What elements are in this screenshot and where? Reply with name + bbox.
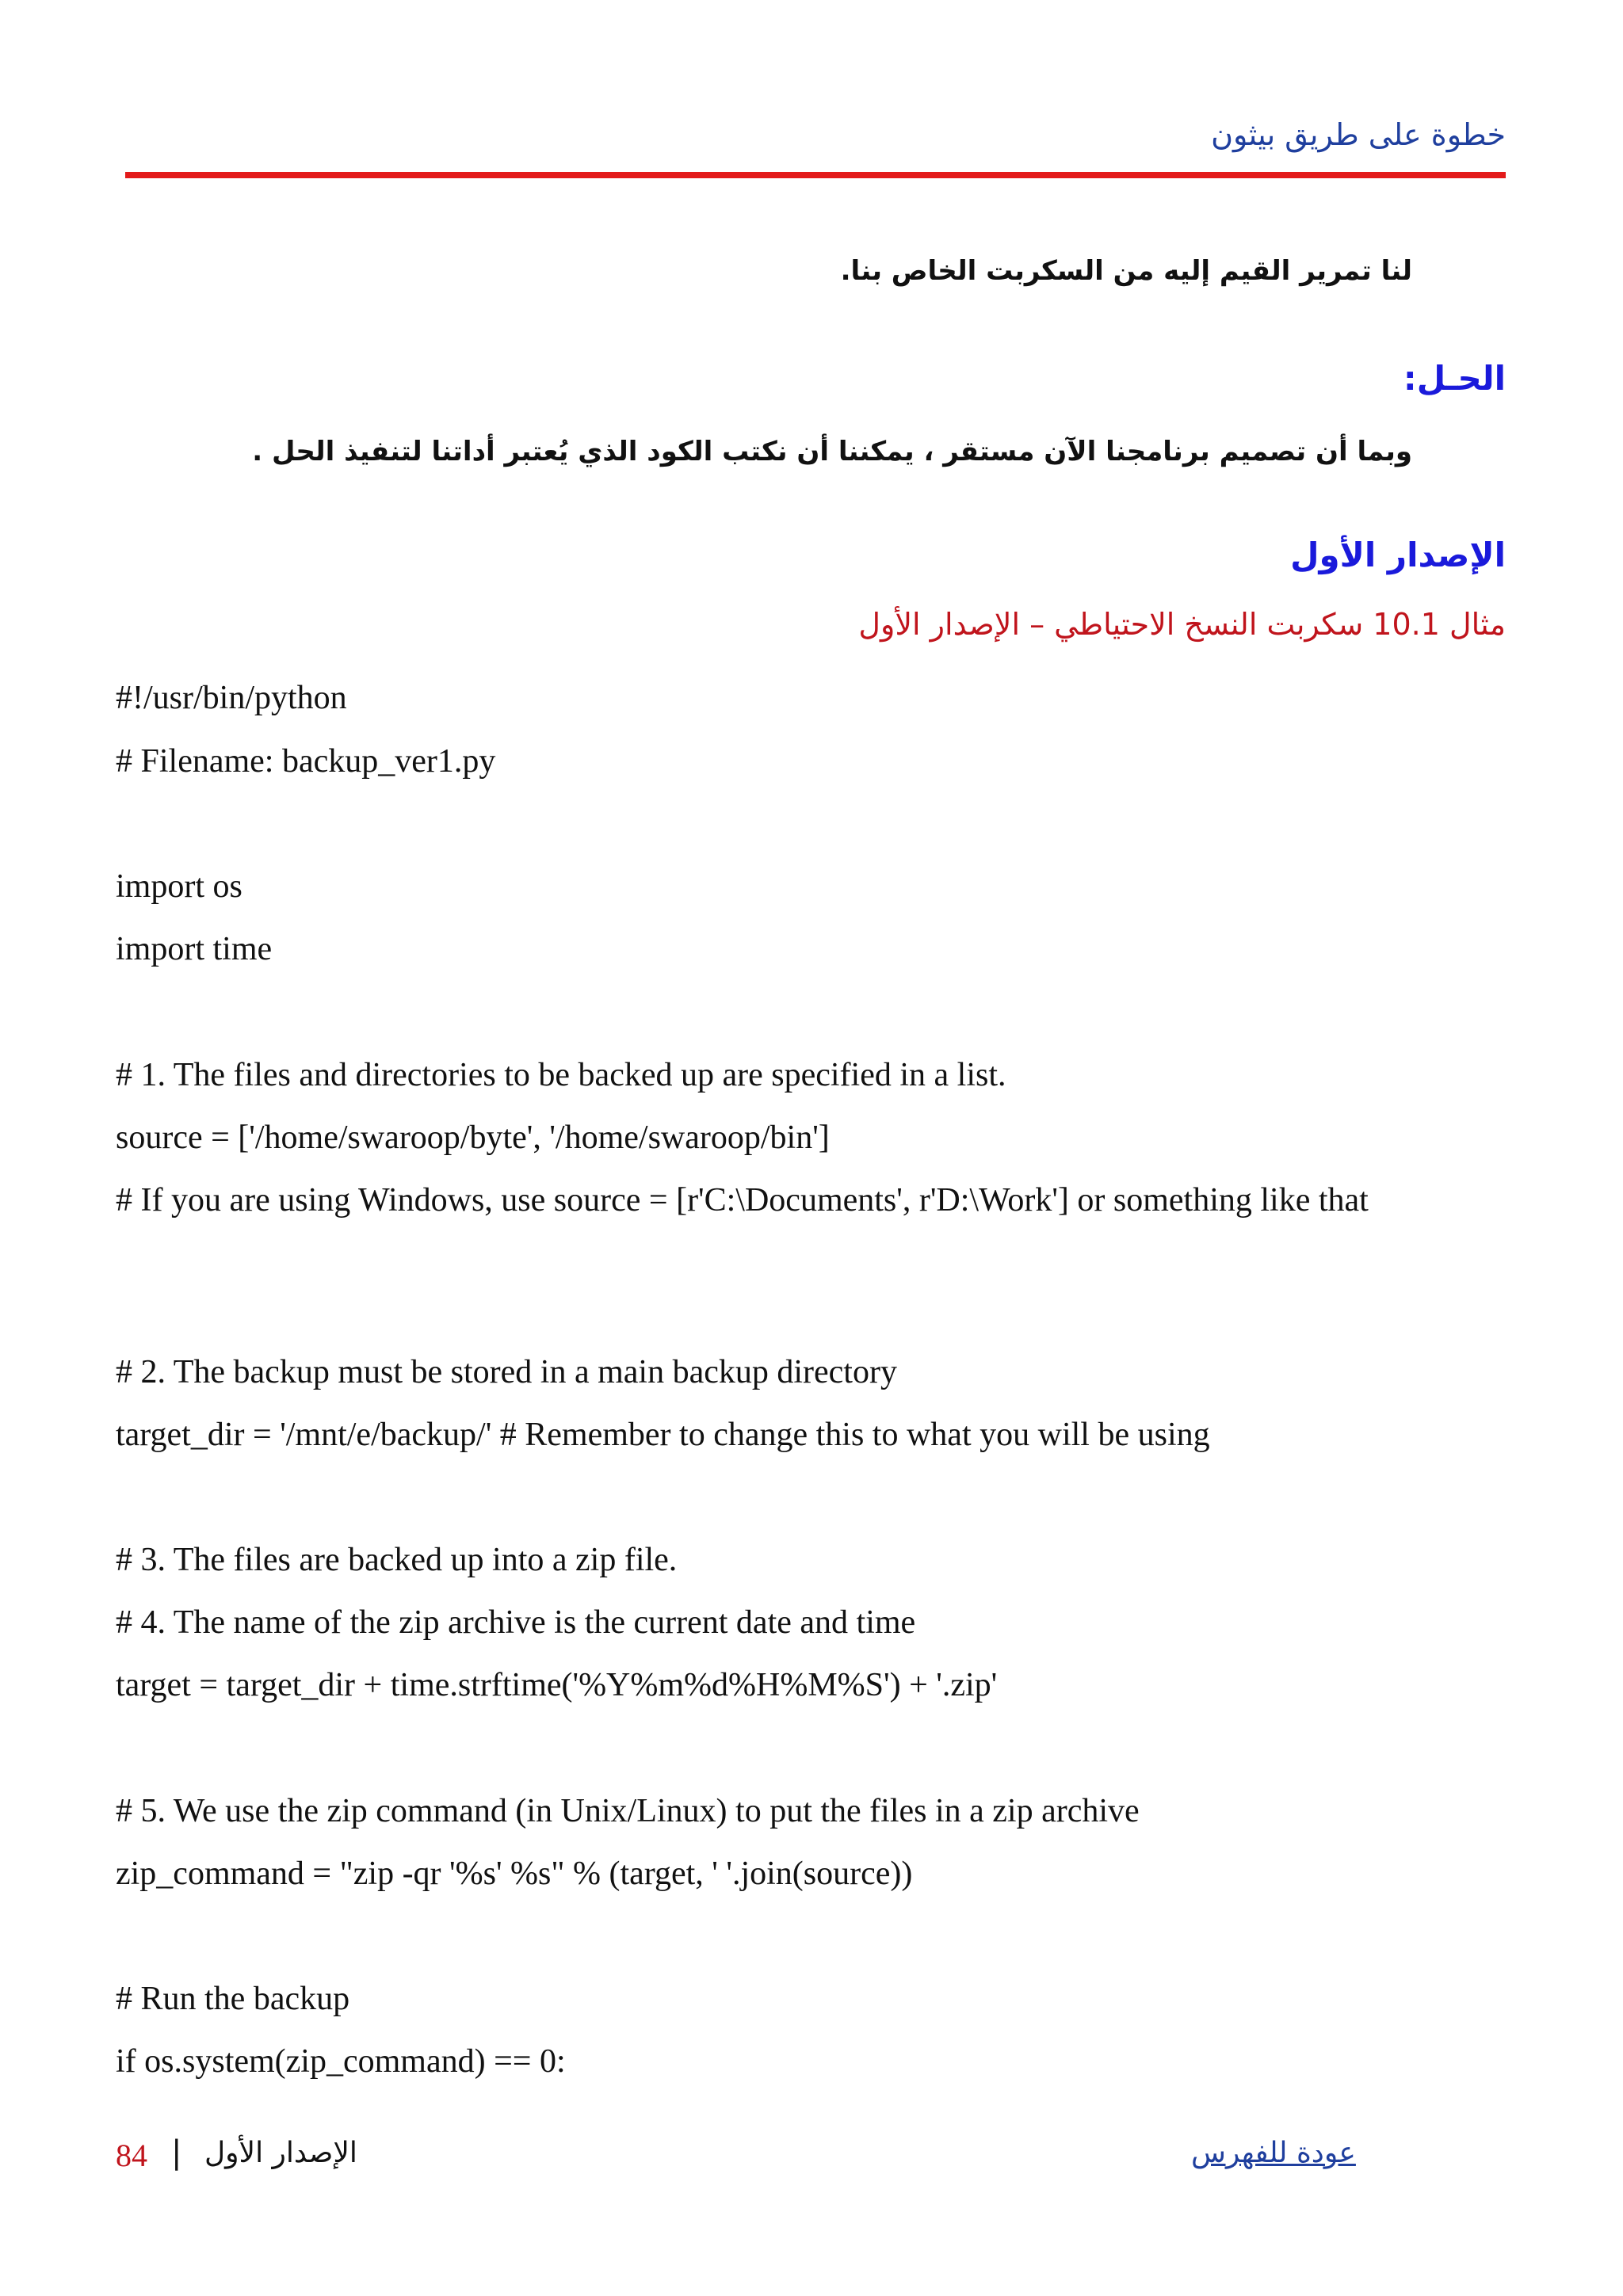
solution-heading: الحـل: (1403, 359, 1506, 398)
code-line-comment-4: # 4. The name of the zip archive is the current date and time (116, 1604, 916, 1641)
code-line-target-dir: target_dir = '/mnt/e/backup/' # Remember to change this to what you will be using (116, 1417, 1210, 1453)
code-line-windows-comment: # If you are using Windows, use source = [r'C:\Documents', r'D:\Work'] or something like that (116, 1182, 1369, 1219)
footer-edition: الإصدار الأول (204, 2137, 357, 2169)
example-caption: مثال 10.1 سكربت النسخ الاحتياطي – الإصدار الأول (858, 607, 1506, 642)
code-line-comment-5: # 5. We use the zip command (in Unix/Linux) to put the files in a zip archive (116, 1793, 1140, 1829)
code-line-if-system: if os.system(zip_command) == 0: (116, 2043, 566, 2080)
page-number: 84 (116, 2138, 147, 2173)
code-line-shebang: #!/usr/bin/python (116, 680, 347, 716)
code-line-import-os: import os (116, 868, 242, 905)
code-line-source: source = ['/home/swaroop/byte', '/home/swaroop/bin'] (116, 1119, 830, 1156)
code-line-target: target = target_dir + time.strftime('%Y%m%d%H%M%S') + '.zip' (116, 1667, 998, 1703)
code-line-run-comment: # Run the backup (116, 1981, 350, 2017)
header-rule (125, 172, 1506, 178)
code-line-zip-command: zip_command = "zip -qr '%s' %s" % (target, ' '.join(source)) (116, 1855, 913, 1892)
code-line-comment-1: # 1. The files and directories to be backed up are specified in a list. (116, 1057, 1006, 1093)
header-title: خطوة على طريق بيثون (1211, 117, 1506, 152)
code-line-import-time: import time (116, 931, 273, 967)
intro-line: لنا تمرير القيم إليه من السكربت الخاص بنا. (840, 255, 1412, 287)
version-heading: الإصدار الأول (1290, 536, 1506, 574)
back-to-index-link[interactable]: عودة للفهرس (1191, 2137, 1356, 2169)
code-line-comment-2: # 2. The backup must be stored in a main backup directory (116, 1354, 897, 1390)
solution-text: وبما أن تصميم برنامجنا الآن مستقر ، يمكننا أن نكتب الكود الذي يُعتبر أداتنا لتنفيذ الحل . (252, 436, 1412, 467)
footer-separator: | (171, 2134, 182, 2171)
code-line-filename: # Filename: backup_ver1.py (116, 743, 496, 780)
code-line-comment-3: # 3. The files are backed up into a zip file. (116, 1542, 678, 1578)
